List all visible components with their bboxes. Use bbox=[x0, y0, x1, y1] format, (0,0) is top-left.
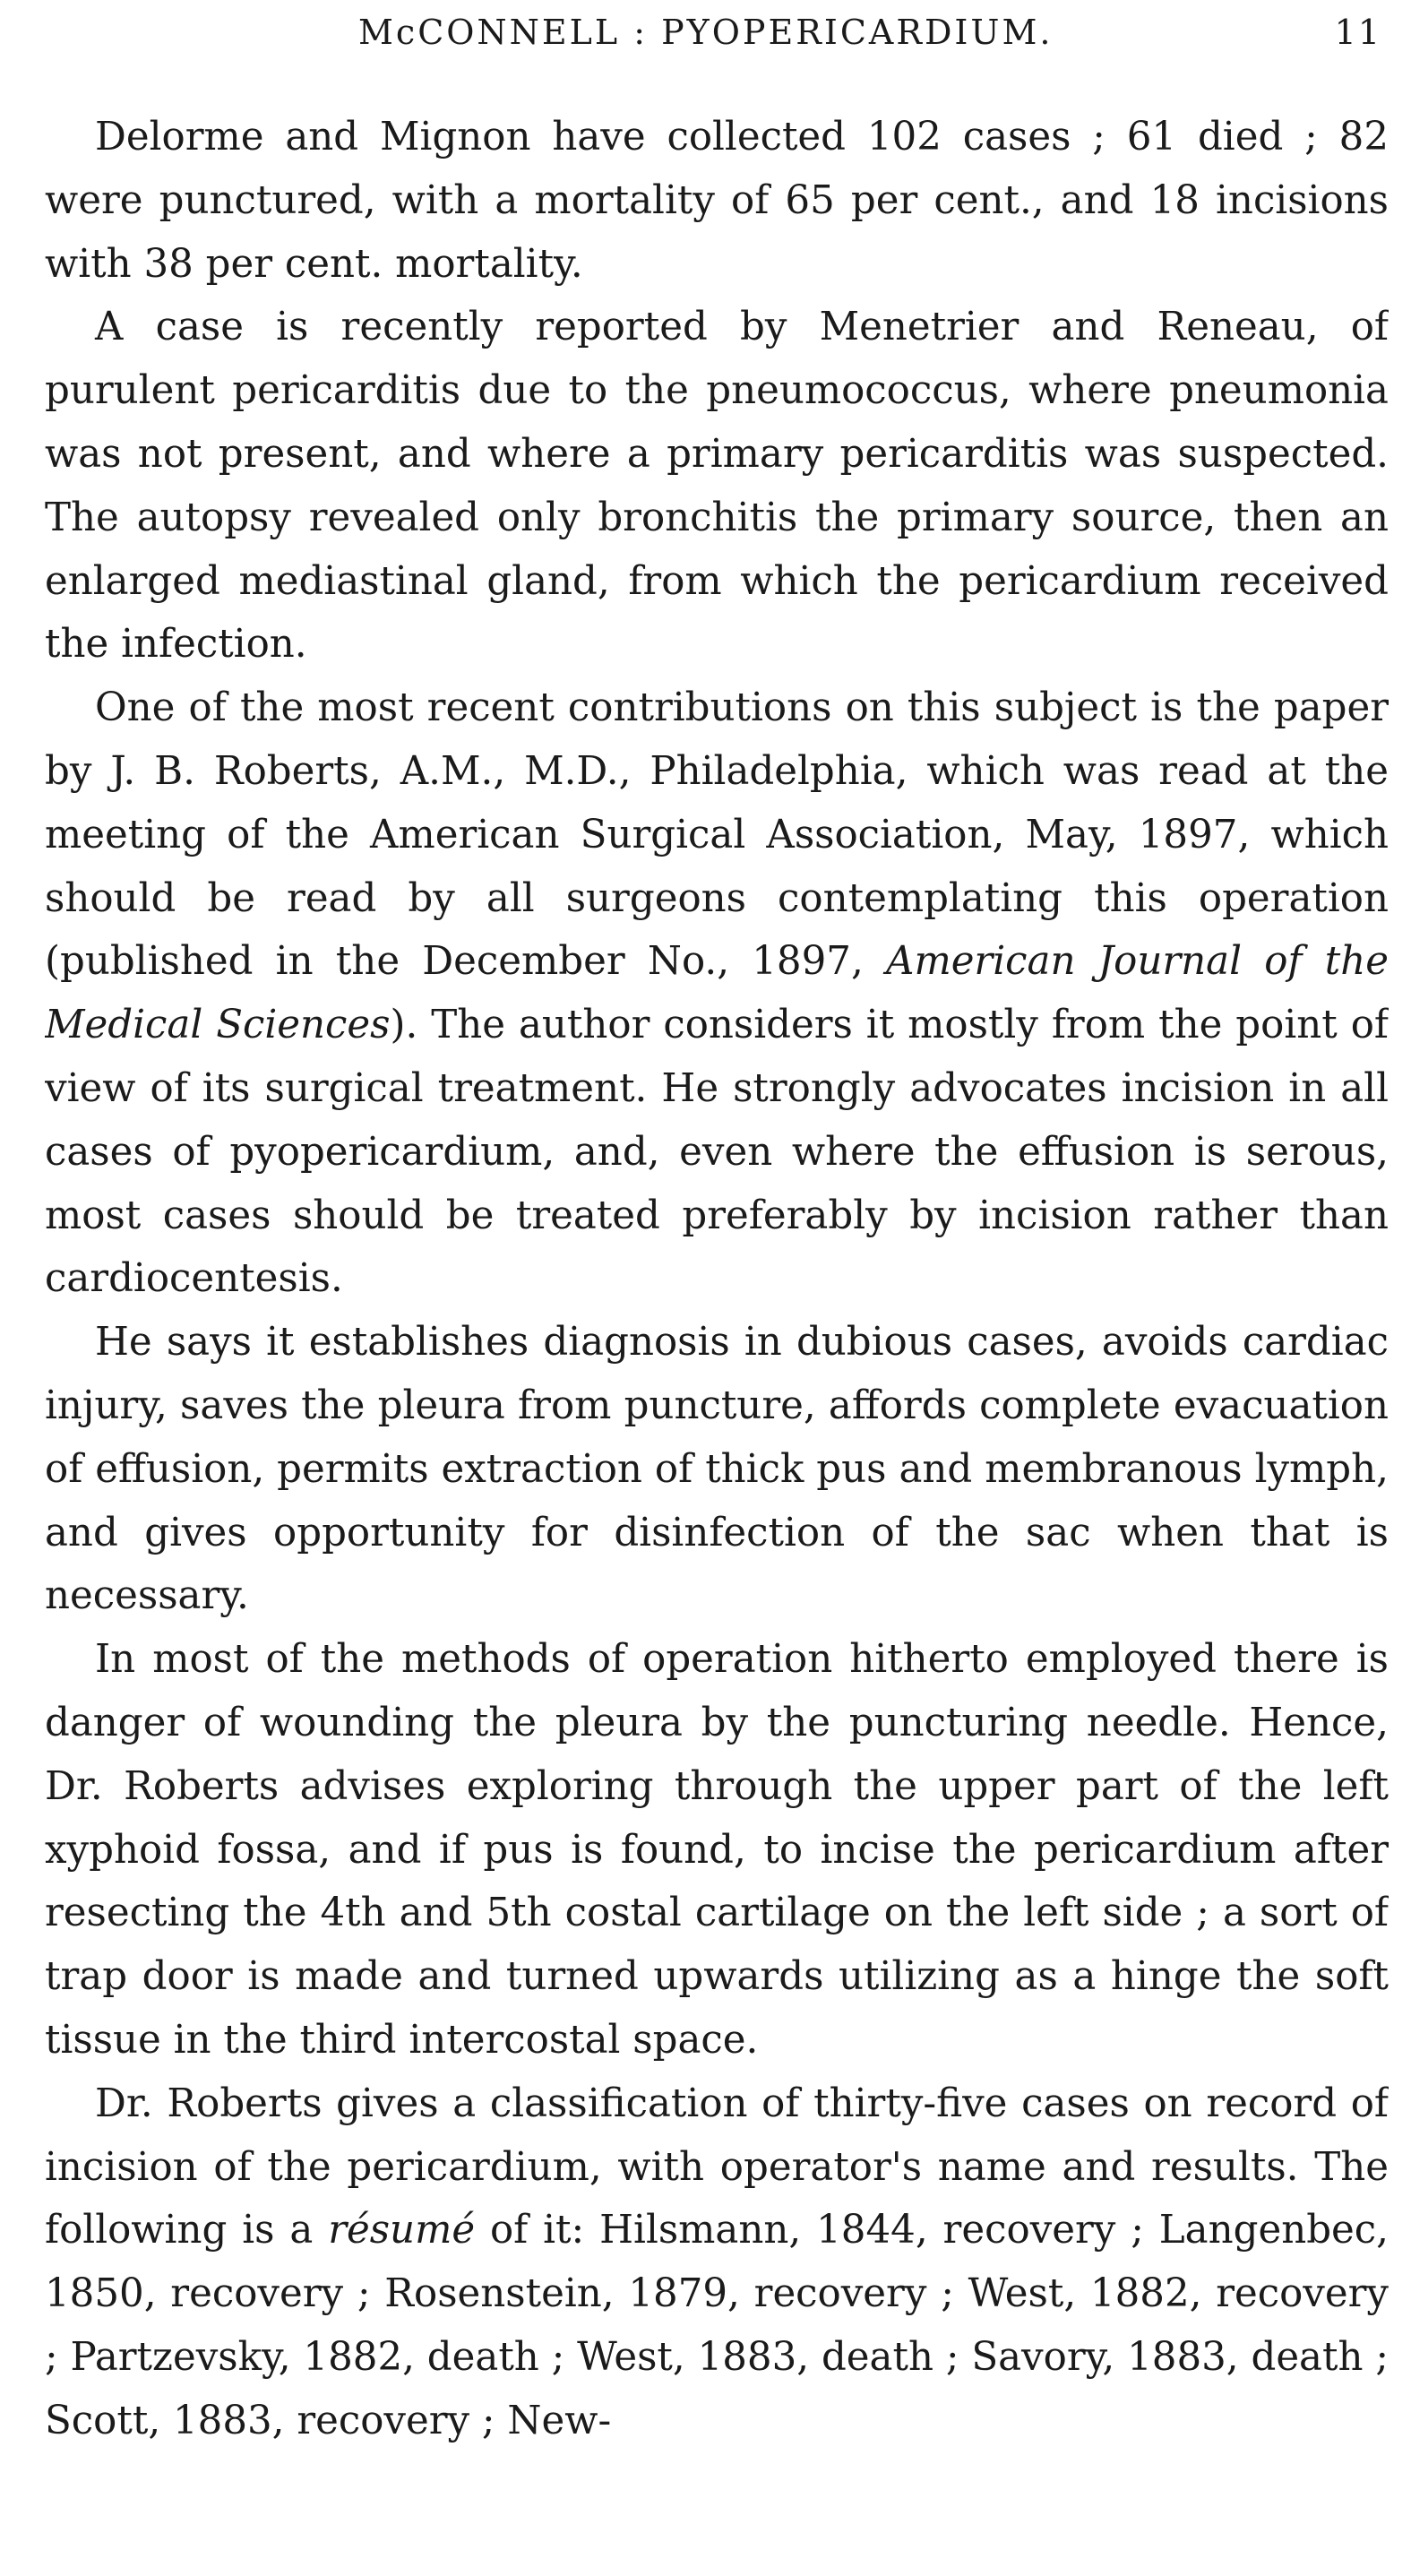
paragraph-delorme-mignon bbox=[45, 106, 1389, 296]
paragraph-roberts-paper bbox=[45, 676, 1389, 1311]
paragraph-text: ). The author considers it mostly from the point of view of its surgical treatment. He strongly advocates incision in all cases of pyopericardium, and, even where the effusion is serous, most cases should be treated preferably by incision rather than cardiocentesis. bbox=[45, 1003, 1389, 1302]
journal-title: American Journal of the Medical Sciences bbox=[45, 939, 1389, 1048]
paragraph-text: In most of the methods of operation hitherto employed there is danger of wounding the pleura by the puncturing needle. Hence, Dr. Roberts advises exploring through the upper part of the left xyphoid fossa, and if pus is found, to incise the pericardium after resecting the 4th and 5th costal cartilage on the left side ; a sort of trap door is made and turned upwards utilizing as a hinge the soft tissue in the third intercostal space. bbox=[45, 1637, 1389, 2063]
book-page bbox=[45, 0, 1389, 2576]
paragraph-text: A case is recently reported by Menetrier and Reneau, of purulent pericarditis due to the pneumococcus, where pneumonia was not present, and where a primary pericarditis was suspected. The autopsy revealed only bronchitis the primary source, then an enlarged mediastinal gland, from which the pericardium received the infection. bbox=[45, 305, 1389, 668]
paragraph-menetrier-reneau bbox=[45, 296, 1389, 676]
paragraph-text: One of the most recent contributions on this subject is the paper by J. B. Roberts, A.M., M.D., Philadelphia, which was read at the meeting of the American Surgical Association, May, 1897, which should be read by all surgeons contemplating this operation (published in the December No., 1897, bbox=[45, 685, 1389, 985]
paragraph-classification bbox=[45, 2072, 1389, 2453]
paragraph-text: Delorme and Mignon have collected 102 cases ; 61 died ; 82 were punctured, with a mortality of 65 per cent., and 18 incisions with 38 per cent. mortality. bbox=[45, 115, 1389, 287]
paragraph-text: of it: Hilsmann, 1844, recovery ; Langenbec, 1850, recovery ; Rosenstein, 1879, recovery ; West, 1882, recovery ; Partzevsky, 1882, death ; West, 1883, death ; Savory, 1883, death ; Scott, 1883, recovery ; New- bbox=[45, 2208, 1389, 2443]
paragraph-text: He says it establishes diagnosis in dubious cases, avoids cardiac injury, saves the pleura from puncture, affords complete evacuation of effusion, permits extraction of thick pus and membranous lymph, and gives opportunity for disinfection of the sac when that is necessary. bbox=[45, 1320, 1389, 1619]
paragraph-operation-method bbox=[45, 1628, 1389, 2072]
page-number: 11 bbox=[1334, 13, 1381, 52]
page-header bbox=[45, 7, 1389, 61]
paragraph-text: Dr. Roberts gives a classification of thirty-five cases on record of incision of the pericardium, with operator's name and results. The following is a bbox=[45, 2081, 1389, 2253]
body-text bbox=[45, 106, 1389, 2452]
paragraph-advantages bbox=[45, 1311, 1389, 1628]
resume-word: résumé bbox=[328, 2208, 476, 2253]
running-head: McCONNELL : PYOPERICARDIUM. bbox=[358, 13, 1054, 52]
